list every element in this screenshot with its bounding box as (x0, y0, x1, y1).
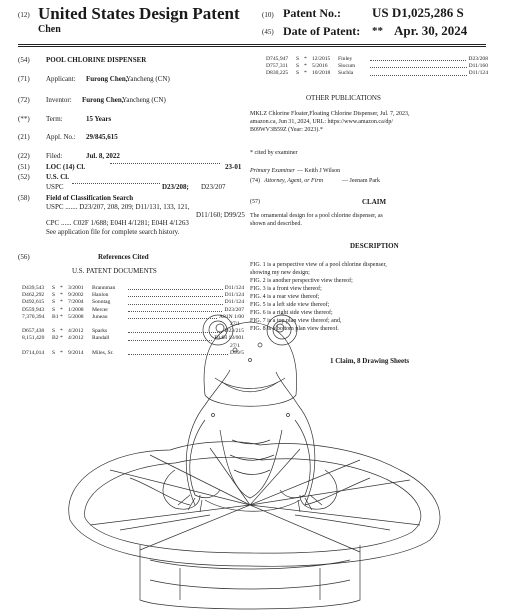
applicant-place: Yancheng (CN) (126, 75, 170, 83)
table-row: D559,943 S * 1/2008 Mercer D23/207 (22, 306, 244, 313)
references-cited-title: References Cited (98, 253, 149, 261)
date-label: Date of Patent: (283, 24, 361, 38)
table-row: D657,438 S * 4/2012 Sparks D23/215 (22, 328, 244, 335)
field-search-line-3: CPC ...... C02F 1/688; E04H 4/1281; E04H 4/1263 (46, 219, 189, 227)
table-row: D462,292 S * 9/2002 Hanlon D11/124 (22, 292, 244, 299)
code-21: (21) (18, 133, 30, 141)
patent-no-label: Patent No.: (283, 6, 341, 20)
code-72: (72) (18, 96, 30, 104)
desc-line-7: FIG. 6 is a right side view thereof; (250, 310, 333, 316)
table-row: 27/1 (230, 342, 240, 349)
table-row: D745,947 S * 12/2015 Finley D23/208 (266, 56, 488, 62)
table-row: 8,151,420 B2 * 4/2012 Randall F04H 13/001 (22, 335, 244, 342)
loc-value: 23-01 (225, 163, 242, 171)
desc-line-8: FIG. 7 is a top plan view thereof; and, (250, 318, 342, 324)
desc-line-5: FIG. 4 is a rear view thereof; (250, 294, 320, 300)
code-71: (71) (18, 75, 30, 83)
attorney-label: Attorney, Agent, or Firm (264, 178, 324, 184)
code-12: (12) (18, 11, 30, 19)
table-row: D830,225 S * 10/2018 Suchla D11/124 (266, 70, 488, 77)
inventor-label: Inventor: (46, 96, 72, 104)
code-52: (52) (18, 173, 30, 181)
code-56: (56) (18, 253, 30, 261)
filed-label: Filed: (46, 152, 63, 160)
date-mark: ** (372, 25, 383, 37)
loc-dots (110, 163, 220, 164)
code-54: (54) (18, 56, 30, 64)
examiner-name: — Keith J Wilson (297, 168, 341, 174)
references-table-left (22, 285, 244, 357)
loc-label: LOC (14) Cl. (46, 163, 86, 171)
other-pub-line-1: MKLZ Chlorine Floater,Floating Chlorine Dispenser, Jul. 7, 2023, (250, 111, 410, 117)
desc-line-3: FIG. 2 is another perspective view thereof; (250, 278, 353, 284)
table-row: 27/1 (230, 321, 240, 328)
appl-no-label: Appl. No.: (46, 133, 76, 141)
us-cl-label: U.S. Cl. (46, 173, 69, 181)
other-publications-title: OTHER PUBLICATIONS (306, 94, 381, 102)
uspc-dots (72, 183, 160, 184)
inventor-name: Furong Chen, (82, 96, 124, 104)
table-row: D439,543 S * 3/2001 Brannman D11/124 (22, 285, 244, 291)
desc-line-4: FIG. 3 is a front view thereof; (250, 286, 322, 292)
patent-date: Apr. 30, 2024 (394, 23, 468, 38)
claim-title: CLAIM (362, 198, 387, 206)
desc-line-9: FIG. 8 is a bottom plan view thereof. (250, 326, 339, 332)
header-rule (18, 44, 486, 45)
applicant-label: Applicant: (46, 75, 76, 83)
desc-line-6: FIG. 5 is a left side view thereof; (250, 302, 330, 308)
uspc-secondary: D23/207 (201, 183, 226, 191)
code-22: (22) (18, 152, 30, 160)
field-search-line-1: USPC ....... D23/207, 208, 209; D11/131, 133, 121, (46, 203, 190, 211)
inventor-place: Yancheng (CN) (122, 96, 166, 104)
inventor-surname: Chen (38, 24, 61, 35)
code-57: (57) (250, 199, 260, 205)
desc-line-2: showing my new design; (250, 270, 310, 276)
patent-number: US D1,025,286 S (372, 5, 464, 20)
description-title: DESCRIPTION (350, 242, 399, 250)
field-search-line-2: D11/160; D99/25 (196, 211, 245, 219)
term-value: 15 Years (86, 115, 112, 123)
references-table-right (266, 56, 488, 78)
code-45: (45) (262, 28, 274, 36)
table-row: 7,370,394 B1 * 5/2008 Juneau A01N 1/00 (22, 313, 244, 320)
header-rule-2 (18, 46, 486, 47)
us-patent-docs-title: U.S. PATENT DOCUMENTS (72, 267, 157, 275)
term-label: Term: (46, 115, 63, 123)
code-58: (58) (18, 194, 30, 202)
patent-type-title: United States Design Patent (38, 4, 240, 23)
uspc-label: USPC (46, 183, 64, 191)
table-row: D492,615 S * 7/2004 Sonntag D11/124 (22, 299, 244, 306)
code-term: (**) (18, 115, 30, 123)
other-pub-line-3: B09WV3B59Z (Year: 2023).* (250, 127, 323, 133)
claim-line-1: The ornamental design for a pool chlorine dispenser, as (250, 213, 383, 219)
appl-no: 29/845,615 (86, 133, 118, 141)
applicant-name: Furong Chen, (86, 75, 128, 83)
uspc-primary: D23/208; (162, 183, 189, 191)
title-of-design: POOL CHLORINE DISPENSER (46, 56, 147, 64)
code-51: (51) (18, 163, 30, 171)
examiner-label: Primary Examiner (250, 168, 295, 174)
other-pub-line-2: amazon.ca, Jun 31, 2024, URL: https://www.amazon.ca/dp/ (250, 119, 394, 125)
field-search-line-4: See application file for complete search history. (46, 228, 180, 236)
cited-by-examiner: * cited by examiner (250, 150, 298, 156)
table-row: D714,014 S * 9/2014 Miles, Sr. D99/5 (22, 349, 244, 356)
code-10: (10) (262, 11, 274, 19)
claims-count: 1 Claim, 8 Drawing Sheets (330, 357, 410, 365)
desc-line-1: FIG. 1 is a perspective view of a pool chlorine dispenser, (250, 262, 387, 268)
code-74: (74) (250, 178, 260, 184)
attorney-name: — Jeenam Park (342, 178, 380, 184)
table-row: D757,311 S * 5/2016 Slocum D11/160 (266, 63, 488, 70)
filed-date: Jul. 8, 2022 (86, 152, 120, 160)
field-search-label: Field of Classification Search (46, 194, 134, 202)
claim-line-2: shown and described. (250, 221, 302, 227)
